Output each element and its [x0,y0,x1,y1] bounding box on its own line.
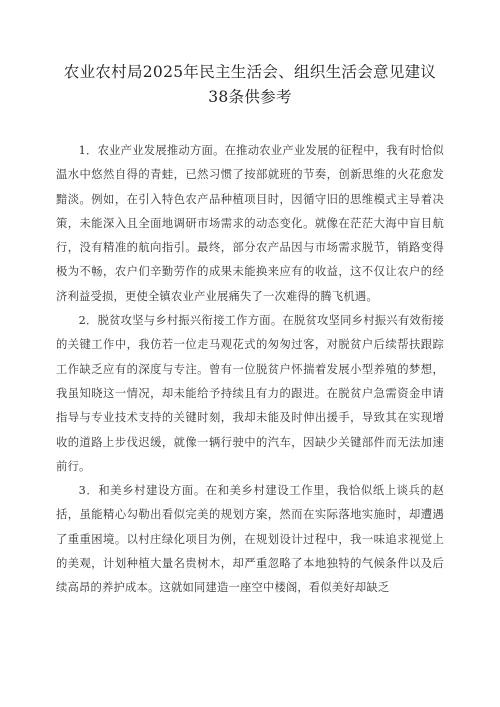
paragraph-agri-industry: 1．农业产业发展推动方面。在推动农业产业发展的征程中，我有时恰似温水中悠然自得的青蛙，已然习惯了按部就班的节奏，创新思维的火花愈发黯淡。例如，在引入特色农产品种植项目时，因循守旧的思维模式主导着决策，未能深入且全面地调研市场需求的动态变化。就像在茫茫大海中盲目航行，没有精准的航向指引。最终，部分农产品因与市场需求脱节，销路变得极为不畅，农户们辛勤劳作的成果未能换来应有的收益，这不仅让农户的经济利益受损，更使全镇农业产业展痛失了一次难得的腾飞机遇。 [56,144,444,303]
paragraph-poverty-revitalization: 2．脱贫攻坚与乡村振兴衔接工作方面。在脱贫攻坚同乡村振兴有效衔接的关键工作中，我仿若一位走马观花式的匆匆过客，对脱贫户后续帮扶跟踪工作缺乏应有的深度与专注。曾有一位脱贫户怀揣着发展小型养殖的梦想，我虽知晓这一情况，却未能给予持续且有力的跟进。在脱贫户急需资金申请指导与专业技术支持的关键时刻，我却未能及时伸出援手，导致其在实现增收的道路上步伐迟缓，就像一辆行驶中的汽车，因缺少关键部件而无法加速前行。 [56,314,444,473]
document-title: 农业农村局2025年民主生活会、组织生活会意见建议38条供参考 [63,63,437,106]
document-body [56,139,444,601]
paragraph-beautiful-village: 3．和美乡村建设方面。在和美乡村建设工作里，我恰似纸上谈兵的赵括，虽能精心勾勒出看似完美的规划方案，然而在实际落地实施时，却遭遇了重重困境。以村庄绿化项目为例，在规划设计过程中，我一味追求视觉上的美观，计划种植大量名贵树木，却严重忽略了本地独特的气候条件以及后续高昂的养护成本。这就如同建造一座空中楼阁，看似美好却缺乏 [56,484,444,595]
